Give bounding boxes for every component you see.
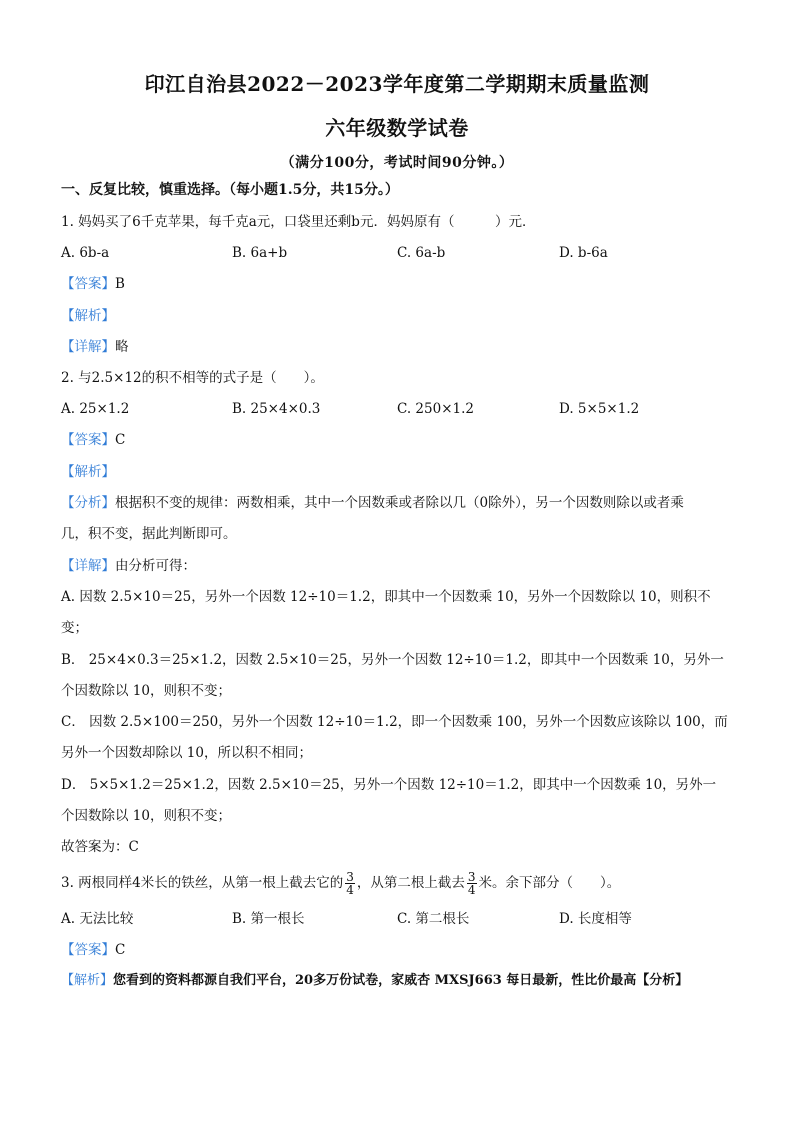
q2-analysis [61,462,741,482]
fenxi-tag: 【分析】 [61,495,115,511]
analysis-text: 您看到的资料都源自我们平台，20多万份试卷，家威杏 MXSJ663 每日最新，性比价最高【分析】 [113,973,689,988]
q3-option-c: C. 第二根长 [397,911,470,927]
exam-title: 印江自治县2022－2023学年度第二学期期末质量监测 [144,72,650,96]
q2-detail [61,556,741,576]
detail-text: 略 [115,339,129,355]
answer-tag: 【答案】 [61,942,115,958]
answer-tag: 【答案】 [61,276,115,292]
q2-detail-line: D． 5×5×1.2＝25×1.2，因数 2.5×10＝25，另外一个因数 12÷10＝1.2，即其中一个因数乘 10，另外一 [61,777,717,793]
fraction-numerator: 3 [467,870,476,884]
q2-detail-line: 变； [61,620,88,636]
q2-detail-line: 另外一个因数却除以 10，所以积不相同； [61,745,312,761]
exam-subtitle: 六年级数学试卷 [325,116,469,140]
q1-answer [61,274,741,294]
q1-option-b: B. 6a+b [232,245,288,261]
q2-detail-line: C． 因数 2.5×100＝250，另外一个因数 12÷10＝1.2，即一个因数乘 100，另外一个因数应该除以 100，而 [61,714,728,730]
q2-stem: 2. 与2.5×12的积不相等的式子是（ ）。 [61,370,324,386]
q2-fenxi-line1 [61,493,741,513]
fenxi-text: 根据积不变的规律：两数相乘，其中一个因数乘或者除以几（0除外），另一个因数则除以或者乘 [115,495,684,511]
q2-detail-line: 个因数除以 10，则积不变； [61,808,231,824]
q3-option-b: B. 第一根长 [232,911,305,927]
q3-analysis [61,971,741,991]
q2-detail-line: A. 因数 2.5×10＝25，另外一个因数 12÷10＝1.2，即其中一个因数乘 10，另外一个因数除以 10，则积不 [61,589,711,605]
q2-fenxi-line2: 几，积不变，据此判断即可。 [61,526,237,542]
answer-tag: 【答案】 [61,432,115,448]
q1-option-a: A. 6b-a [61,245,110,261]
q2-conclusion: 故答案为：C [61,839,139,855]
section-heading: 一、反复比较，慎重选择。（每小题1.5分，共15分。） [61,182,399,198]
answer-value: C [115,942,126,958]
q1-detail [61,337,741,357]
analysis-tag: 【解析】 [61,308,115,324]
q3-fraction-1 [345,871,355,896]
q2-option-b: B. 25×4×0.3 [232,401,321,417]
q3-stem [61,870,741,896]
answer-value: B [115,276,125,292]
q2-option-c: C. 250×1.2 [397,401,474,417]
q2-answer [61,430,741,450]
q3-answer [61,940,741,960]
q1-analysis [61,306,741,326]
q1-option-d: D. b-6a [559,245,608,261]
q2-detail-line: B． 25×4×0.3＝25×1.2，因数 2.5×10＝25，另外一个因数 12÷10＝1.2，即其中一个因数乘 10，另外一 [61,652,724,668]
answer-value: C [115,432,126,448]
fraction-numerator: 3 [346,870,354,884]
detail-intro: 由分析可得： [115,558,196,574]
q2-option-d: D. 5×5×1.2 [559,401,640,417]
detail-tag: 【详解】 [61,339,115,355]
q3-stem-part2: ，从第二根上截去 [356,875,465,891]
q2-detail-line: 个因数除以 10，则积不变； [61,683,231,699]
q1-option-c: C. 6a-b [397,245,446,261]
q3-option-a: A. 无法比较 [61,911,134,927]
fraction-denominator: 4 [467,883,476,897]
q3-fraction-2 [467,871,477,896]
q3-stem-part1: 3. 两根同样4米长的铁丝，从第一根上截去它的 [61,875,344,891]
q3-stem-part3: 米。余下部分（ ）。 [478,875,621,891]
q2-option-a: A. 25×1.2 [61,401,130,417]
analysis-tag: 【解析】 [61,973,114,988]
fraction-denominator: 4 [346,883,354,897]
exam-note: （满分100分，考试时间90分钟。） [280,155,514,171]
q3-option-d: D. 长度相等 [559,911,632,927]
detail-tag: 【详解】 [61,558,115,574]
analysis-tag: 【解析】 [61,464,115,480]
q1-stem: 1. 妈妈买了6千克苹果，每千克a元，口袋里还剩b元．妈妈原有（ ）元． [61,214,536,230]
